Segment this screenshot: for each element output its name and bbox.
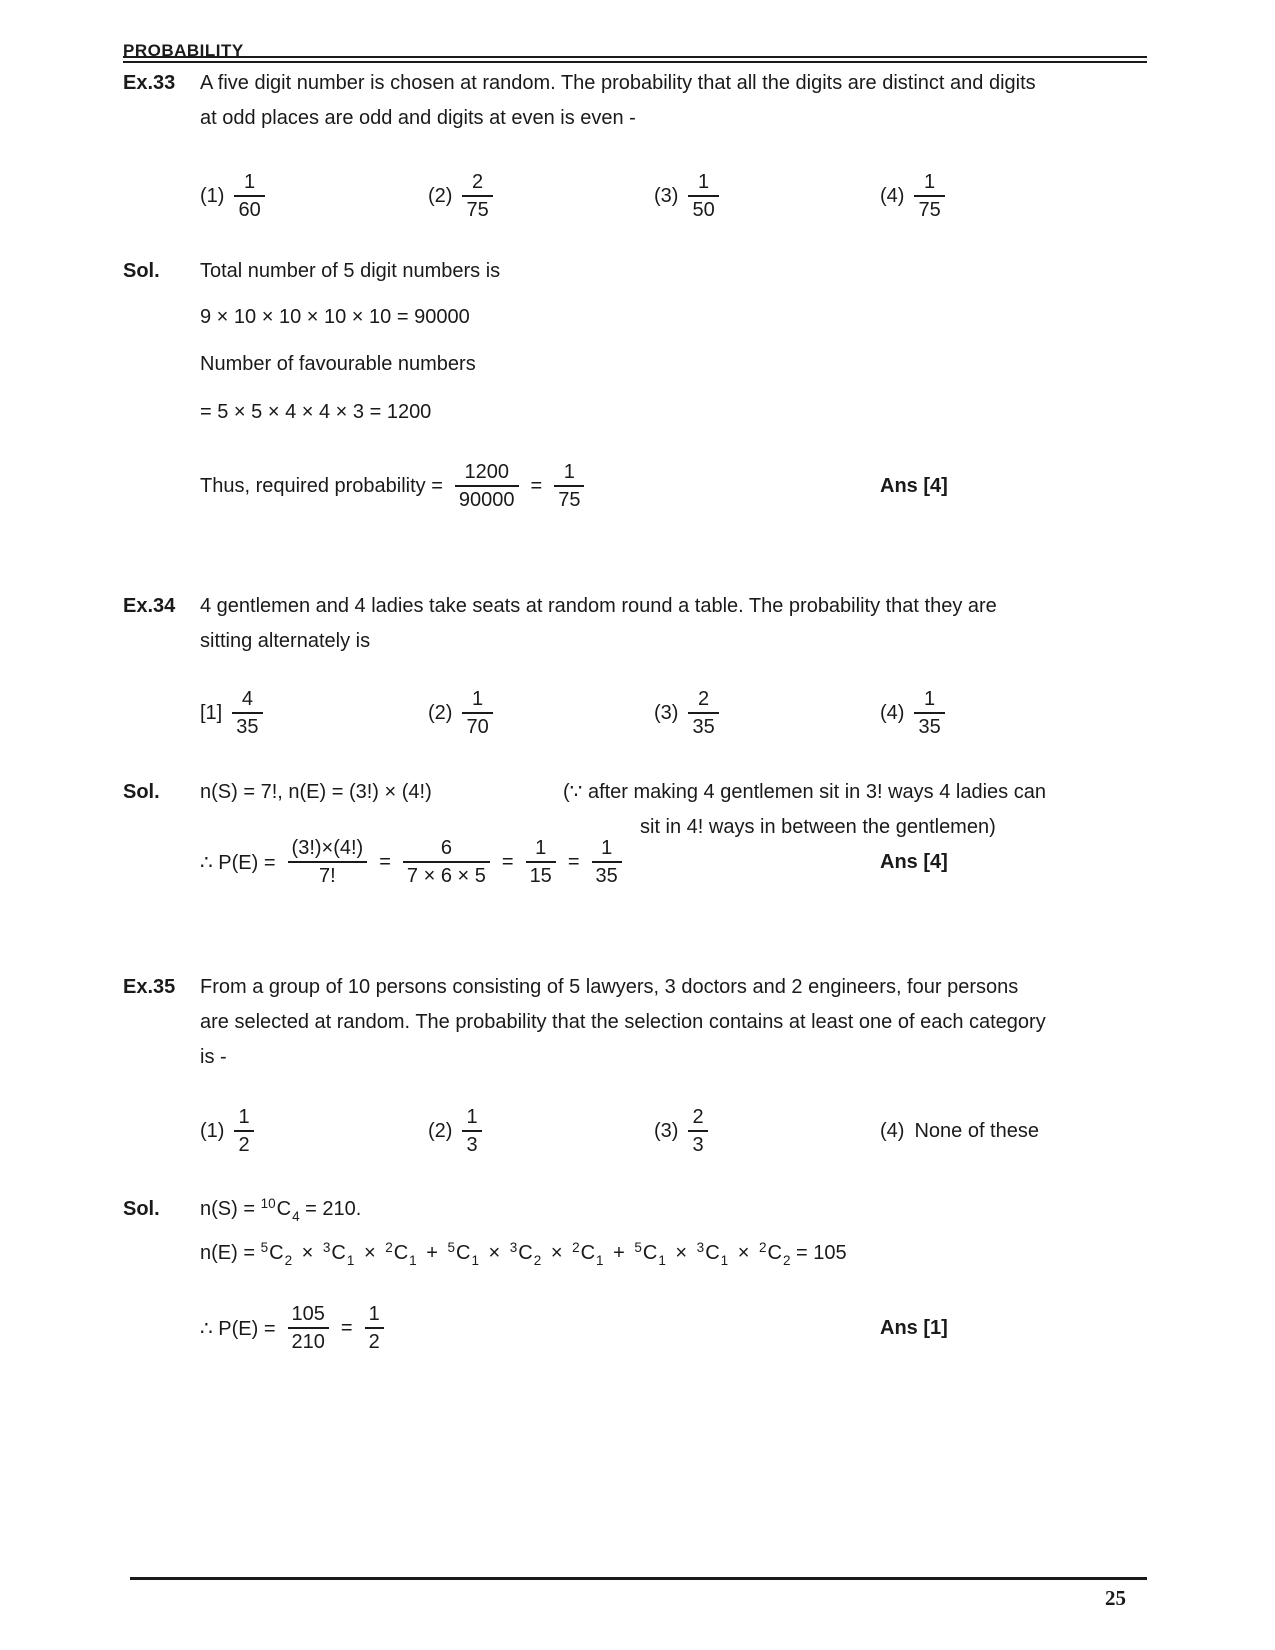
ex34-note-line1: (∵ after making 4 gentlemen sit in 3! ways 4 ladies can <box>563 781 1046 803</box>
ex33-label: Ex.33 <box>123 72 176 94</box>
ex34-question-line1: 4 gentlemen and 4 ladies take seats at random round a table. The probability that they are <box>200 595 997 617</box>
ex33-option-4 <box>880 168 945 224</box>
option-fraction: $\frac{1}{3}$ <box>462 1106 481 1156</box>
option-label: (1) <box>200 1119 225 1142</box>
option-label: (2) <box>428 184 453 207</box>
option-fraction: $\frac{1}{70}$ <box>462 688 492 738</box>
ex35-sol-label: Sol. <box>123 1198 160 1220</box>
fraction: $\frac{1}{35}$ <box>592 837 622 887</box>
fraction: $\frac{1}{2}$ <box>365 1303 384 1353</box>
ex34-option-1 <box>200 685 263 741</box>
ex34-conclusion-equation <box>200 834 622 890</box>
fraction: $\frac{6}{7 \times 6 \times 5}$ <box>403 837 490 887</box>
option-label: (1) <box>200 184 225 207</box>
ex35-option-4 <box>880 1103 1039 1159</box>
ex35-question-line1: From a group of 10 persons consisting of 5 lawyers, 3 doctors and 2 engineers, four persons <box>200 976 1019 998</box>
option-fraction: $\frac{1}{50}$ <box>688 171 718 221</box>
ex33-conclusion-equation <box>200 458 584 514</box>
option-label: (3) <box>654 701 679 724</box>
ex35-option-3 <box>654 1103 708 1159</box>
ncr-term: $^2C_1$ <box>572 1240 604 1268</box>
operator: × <box>550 1242 563 1264</box>
option-label: [1] <box>200 701 223 724</box>
ex34-answer: Ans [4] <box>880 851 948 873</box>
equals-sign: = <box>379 850 391 873</box>
equation-prefix: Thus, required probability = <box>200 474 443 497</box>
option-fraction: $\frac{1}{60}$ <box>234 171 264 221</box>
option-label: (4) <box>880 701 905 724</box>
ex35-option-1 <box>200 1103 254 1159</box>
option-fraction: $\frac{1}{75}$ <box>914 171 944 221</box>
equals-sign: = <box>567 850 580 873</box>
ncr-term: $^3C_1$ <box>696 1240 729 1268</box>
operator: × <box>737 1242 750 1264</box>
fraction: $\frac{105}{210}$ <box>288 1303 329 1353</box>
fraction: $\frac{1}{75}$ <box>554 461 584 511</box>
ex33-sol-line1: Total number of 5 digit numbers is <box>200 260 501 282</box>
ex33-question-line2: at odd places are odd and digits at even is even - <box>200 107 636 129</box>
equation-prefix: ∴ P(E) = <box>200 1317 276 1340</box>
option-fraction: $\frac{1}{2}$ <box>234 1106 253 1156</box>
ex35-sol-nS <box>200 1196 361 1224</box>
equation-suffix: = 105 <box>796 1242 847 1264</box>
ex33-answer: Ans [4] <box>880 475 948 497</box>
page-header-title: PROBABILITY <box>123 41 244 60</box>
equation-suffix: = 210. <box>305 1198 362 1220</box>
option-label: (2) <box>428 1119 453 1142</box>
ex35-sol-nE <box>200 1240 847 1268</box>
equals-sign: = <box>340 1316 353 1339</box>
option-label: (3) <box>654 184 679 207</box>
fraction: $\frac{1200}{90000}$ <box>455 461 519 511</box>
equation-prefix: n(S) = <box>200 1198 256 1220</box>
option-text: None of these <box>914 1119 1039 1142</box>
footer-rule <box>130 1577 1147 1580</box>
ex33-option-1 <box>200 168 265 224</box>
ex35-option-2 <box>428 1103 482 1159</box>
ncr-term: $^{10}C_4$ <box>260 1196 300 1224</box>
ncr-term: $^2C_1$ <box>385 1240 417 1268</box>
ex35-question-line2: are selected at random. The probability that the selection contains at least one of each category <box>200 1011 1046 1033</box>
operator: × <box>363 1242 376 1264</box>
option-label: (4) <box>880 184 905 207</box>
option-label: (2) <box>428 701 453 724</box>
ex34-question-line2: sitting alternately is <box>200 630 371 652</box>
ex34-note-line2: sit in 4! ways in between the gentlemen) <box>640 816 996 838</box>
operator: + <box>613 1242 625 1264</box>
operator: × <box>488 1242 501 1264</box>
ex34-label: Ex.34 <box>123 595 176 617</box>
ex34-sol-label: Sol. <box>123 781 160 803</box>
ex35-conclusion-equation <box>200 1300 384 1356</box>
ncr-term: $^5C_1$ <box>634 1240 666 1268</box>
equals-sign: = <box>501 850 514 873</box>
ex35-question-line3: is - <box>200 1046 227 1068</box>
fraction: $\frac{1}{15}$ <box>526 837 556 887</box>
ex33-option-3 <box>654 168 719 224</box>
ex34-sol-line1: n(S) = 7!, n(E) = (3!) × (4!) <box>200 781 432 803</box>
ex35-answer: Ans [1] <box>880 1317 948 1339</box>
equation-prefix: ∴ P(E) = <box>200 851 276 874</box>
option-fraction: $\frac{4}{35}$ <box>232 688 262 738</box>
ncr-term: $^2C_2$ <box>758 1240 791 1268</box>
option-fraction: $\frac{2}{35}$ <box>688 688 718 738</box>
header-rule <box>123 56 1147 63</box>
ex33-question-line1: A five digit number is chosen at random. The probability that all the digits are distinct and digits <box>200 72 1036 94</box>
ex33-sol-line4: = 5 × 5 × 4 × 4 × 3 = 1200 <box>200 401 432 423</box>
option-label: (3) <box>654 1119 679 1142</box>
ncr-term: $^5C_1$ <box>447 1240 479 1268</box>
ncr-term: $^3C_2$ <box>509 1240 542 1268</box>
equation-prefix: n(E) = <box>200 1242 256 1264</box>
operator: × <box>675 1242 688 1264</box>
ex33-sol-line3: Number of favourable numbers <box>200 353 476 375</box>
option-fraction: $\frac{2}{75}$ <box>462 171 492 221</box>
equals-sign: = <box>530 474 543 497</box>
ex33-option-2 <box>428 168 493 224</box>
ex34-option-2 <box>428 685 493 741</box>
option-label: (4) <box>880 1119 905 1142</box>
ex34-option-3 <box>654 685 719 741</box>
operator: + <box>426 1242 438 1264</box>
ex34-option-4 <box>880 685 945 741</box>
fraction: $\frac{(3!)\times(4!)}{7!}$ <box>288 837 368 887</box>
ex35-label: Ex.35 <box>123 976 176 998</box>
option-fraction: $\frac{1}{35}$ <box>914 688 944 738</box>
operator: × <box>301 1242 314 1264</box>
ex33-sol-label: Sol. <box>123 260 160 282</box>
ncr-term: $^5C_2$ <box>260 1240 293 1268</box>
option-fraction: $\frac{2}{3}$ <box>688 1106 707 1156</box>
page-number: 25 <box>1105 1586 1126 1610</box>
ncr-term: $^3C_1$ <box>322 1240 355 1268</box>
ex33-sol-line2: 9 × 10 × 10 × 10 × 10 = 90000 <box>200 306 470 328</box>
